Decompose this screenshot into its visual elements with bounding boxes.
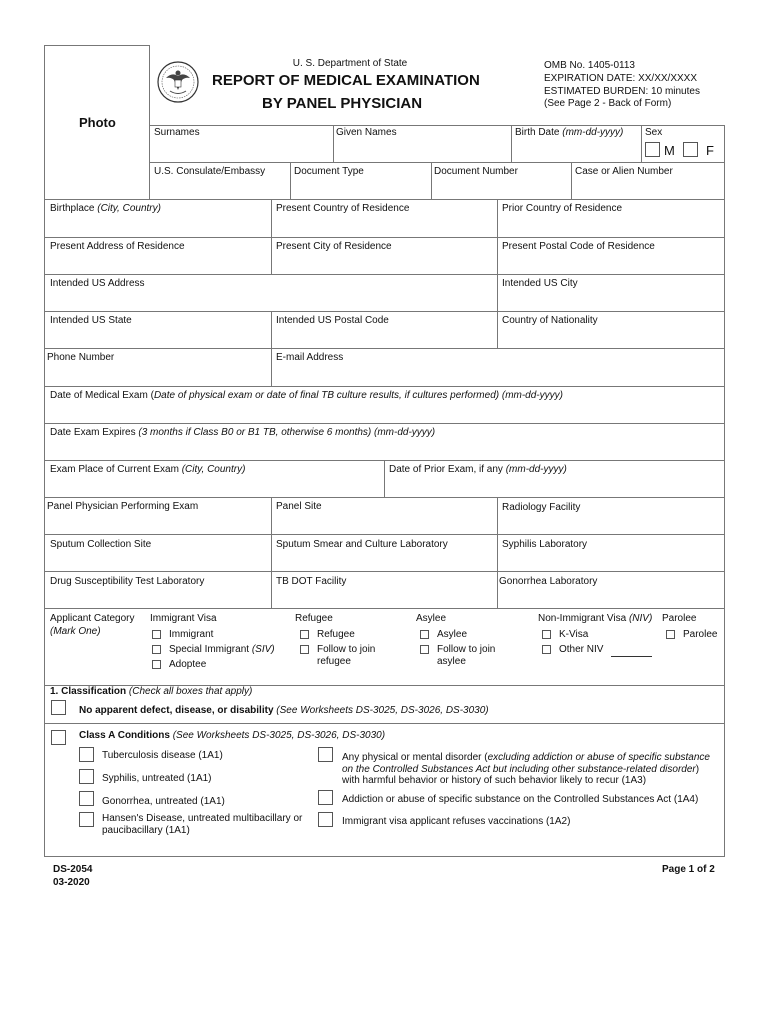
disorder-label-2 [342, 764, 699, 775]
follow-asylee-checkbox[interactable] [420, 645, 429, 654]
refugee-checkbox[interactable] [300, 630, 309, 639]
follow-refugee-checkbox[interactable] [300, 645, 309, 654]
niv-heading [538, 613, 652, 624]
syphilis-label: Syphilis, untreated (1A1) [102, 773, 212, 784]
gonorrhea-label: Gonorrhea, untreated (1A1) [102, 796, 225, 807]
surnames-label: Surnames [154, 127, 200, 138]
expiration-date: EXPIRATION DATE: XX/XX/XXXX [544, 73, 698, 84]
gonorrhea-checkbox[interactable] [79, 791, 94, 806]
exam-place-hint: (City, Country) [181, 464, 246, 475]
sex-m-label: M [664, 143, 675, 158]
nationality-label: Country of Nationality [502, 315, 598, 326]
birth-date-text: Birth Date [515, 127, 560, 138]
disorder-text-1b: excluding addiction or abuse of specific substance [487, 752, 710, 763]
immigrant-label: Immigrant [169, 629, 214, 640]
special-immigrant-checkbox[interactable] [152, 645, 161, 654]
present-country-label: Present Country of Residence [276, 203, 410, 214]
follow-refugee-label-1: Follow to join [317, 644, 376, 655]
prior-exam-label [389, 464, 567, 475]
follow-asylee-label-1: Follow to join [437, 644, 496, 655]
us-postal-label: Intended US Postal Code [276, 315, 389, 326]
immigrant-visa-heading: Immigrant Visa [150, 613, 217, 624]
birth-date-label [515, 127, 623, 138]
disorder-text-2-end: ) [695, 764, 700, 775]
other-niv-line[interactable] [611, 656, 652, 657]
sex-f-checkbox[interactable] [683, 142, 698, 157]
refugee-label: Refugee [317, 629, 355, 640]
disorder-label-1 [342, 752, 710, 763]
applicant-category-label: Applicant Category [50, 613, 135, 624]
omb-number: OMB No. 1405-0113 [544, 60, 635, 71]
class-a-hint: (See Worksheets DS-3025, DS-3026, DS-3030) [172, 730, 386, 741]
follow-refugee-label-2: refugee [317, 656, 351, 667]
present-city-label: Present City of Residence [276, 241, 392, 252]
class-a-label [79, 730, 385, 741]
classification-title [50, 686, 252, 697]
form-number: DS-2054 [53, 864, 93, 875]
sputum-site-label: Sputum Collection Site [50, 539, 152, 550]
birthplace-label [50, 203, 161, 214]
siv-abbr: (SIV) [251, 644, 275, 655]
vaccines-label: Immigrant visa applicant refuses vaccinations (1A2) [342, 816, 571, 827]
k-visa-label: K-Visa [559, 629, 589, 640]
panel-site-label: Panel Site [276, 501, 322, 512]
sputum-lab-label: Sputum Smear and Culture Laboratory [276, 539, 448, 550]
us-city-label: Intended US City [502, 278, 578, 289]
parolee-checkbox[interactable] [666, 630, 675, 639]
consulate-label: U.S. Consulate/Embassy [154, 166, 266, 177]
classification-title-text: 1. Classification [50, 686, 127, 697]
email-label: E-mail Address [276, 352, 344, 363]
sex-f-label: F [706, 143, 714, 158]
k-visa-checkbox[interactable] [542, 630, 551, 639]
classification-title-hint: (Check all boxes that apply) [128, 686, 253, 697]
vaccines-checkbox[interactable] [318, 812, 333, 827]
drug-lab-label: Drug Susceptibility Test Laboratory [50, 576, 205, 587]
phone-label: Phone Number [47, 352, 115, 363]
tb-label: Tuberculosis disease (1A1) [102, 750, 223, 761]
radiology-label: Radiology Facility [502, 502, 581, 513]
immigrant-checkbox[interactable] [152, 630, 161, 639]
birthplace-hint: (City, Country) [97, 203, 161, 214]
refugee-heading: Refugee [295, 613, 333, 624]
syphilis-checkbox[interactable] [79, 769, 94, 784]
birth-date-format: (mm-dd-yyyy) [562, 127, 624, 138]
see-page-note: (See Page 2 - Back of Form) [544, 98, 672, 109]
form-date: 03-2020 [53, 877, 90, 888]
niv-text: Non-Immigrant Visa [538, 613, 627, 624]
addiction-checkbox[interactable] [318, 790, 333, 805]
class-a-text: Class A Conditions [79, 730, 170, 741]
follow-asylee-label-2: asylee [437, 656, 466, 667]
present-address-label: Present Address of Residence [50, 241, 185, 252]
gonorrhea-lab-label: Gonorrhea Laboratory [499, 576, 598, 587]
other-niv-checkbox[interactable] [542, 645, 551, 654]
exam-expires-hint: (3 months if Class B0 or B1 TB, otherwise 6 months) (mm-dd-yyyy) [138, 427, 436, 438]
us-state-label: Intended US State [50, 315, 132, 326]
photo-label: Photo [79, 115, 116, 130]
exam-date-hint: Date of physical exam or date of final TB culture results, if cultures performed) (mm-dd-yyyy) [153, 390, 563, 401]
exam-place-label [50, 464, 245, 475]
hansens-label-2: paucibacillary (1A1) [102, 825, 190, 836]
adoptee-label: Adoptee [169, 659, 207, 670]
exam-place-text: Exam Place of Current Exam [50, 464, 179, 475]
no-defect-hint: (See Worksheets DS-3025, DS-3026, DS-3030) [276, 705, 489, 716]
exam-date-label [50, 390, 563, 401]
disorder-text-1a: Any physical or mental disorder ( [342, 752, 488, 763]
hansens-checkbox[interactable] [79, 812, 94, 827]
prior-exam-text: Date of Prior Exam, if any [389, 464, 503, 475]
disorder-text-2: on the Controlled Substances Act but including other substance-related disorder [342, 764, 696, 775]
disorder-checkbox[interactable] [318, 747, 333, 762]
given-names-label: Given Names [336, 127, 397, 138]
hansens-label-1: Hansen's Disease, untreated multibacillary or [102, 813, 303, 824]
asylee-heading: Asylee [416, 613, 447, 624]
birthplace-text: Birthplace [50, 203, 95, 214]
present-postal-label: Present Postal Code of Residence [502, 241, 655, 252]
exam-date-text: Date of Medical Exam ( [50, 390, 154, 401]
tb-checkbox[interactable] [79, 747, 94, 762]
addiction-label: Addiction or abuse of specific substance on the Controlled Substances Act (1A4) [342, 794, 699, 805]
adoptee-checkbox[interactable] [152, 660, 161, 669]
us-address-label: Intended US Address [50, 278, 145, 289]
asylee-checkbox[interactable] [420, 630, 429, 639]
form-title-line1: REPORT OF MEDICAL EXAMINATION [212, 72, 480, 89]
page-number: Page 1 of 2 [662, 864, 715, 875]
special-immigrant-text: Special Immigrant [169, 644, 250, 655]
department-name: U. S. Department of State [292, 58, 408, 69]
form-title-line2: BY PANEL PHYSICIAN [262, 95, 423, 112]
class-a-checkbox[interactable] [51, 730, 66, 745]
disorder-label-3: with harmful behavior or history of such behavior likely to recur (1A3) [342, 775, 647, 786]
estimated-burden: ESTIMATED BURDEN: 10 minutes [544, 86, 700, 97]
mark-one-hint: (Mark One) [50, 626, 101, 637]
special-immigrant-label [169, 644, 275, 655]
exam-expires-text: Date Exam Expires [50, 427, 136, 438]
exam-expires-label [50, 427, 435, 438]
tb-dot-label: TB DOT Facility [276, 576, 347, 587]
syphilis-lab-label: Syphilis Laboratory [502, 539, 588, 550]
prior-country-label: Prior Country of Residence [502, 203, 623, 214]
no-defect-text: No apparent defect, disease, or disability [79, 705, 274, 716]
asylee-label: Asylee [437, 629, 468, 640]
parolee-label: Parolee [683, 629, 718, 640]
no-defect-checkbox[interactable] [51, 700, 66, 715]
other-niv-label: Other NIV [559, 644, 604, 655]
document-type-label: Document Type [294, 166, 364, 177]
panel-physician-label: Panel Physician Performing Exam [47, 501, 199, 512]
sex-m-checkbox[interactable] [645, 142, 660, 157]
niv-abbr: (NIV) [628, 613, 653, 624]
sex-label: Sex [645, 127, 663, 138]
parolee-heading: Parolee [662, 613, 697, 624]
document-number-label: Document Number [434, 166, 518, 177]
case-number-label: Case or Alien Number [575, 166, 673, 177]
prior-exam-hint: (mm-dd-yyyy) [505, 464, 567, 475]
no-defect-label [79, 705, 489, 716]
